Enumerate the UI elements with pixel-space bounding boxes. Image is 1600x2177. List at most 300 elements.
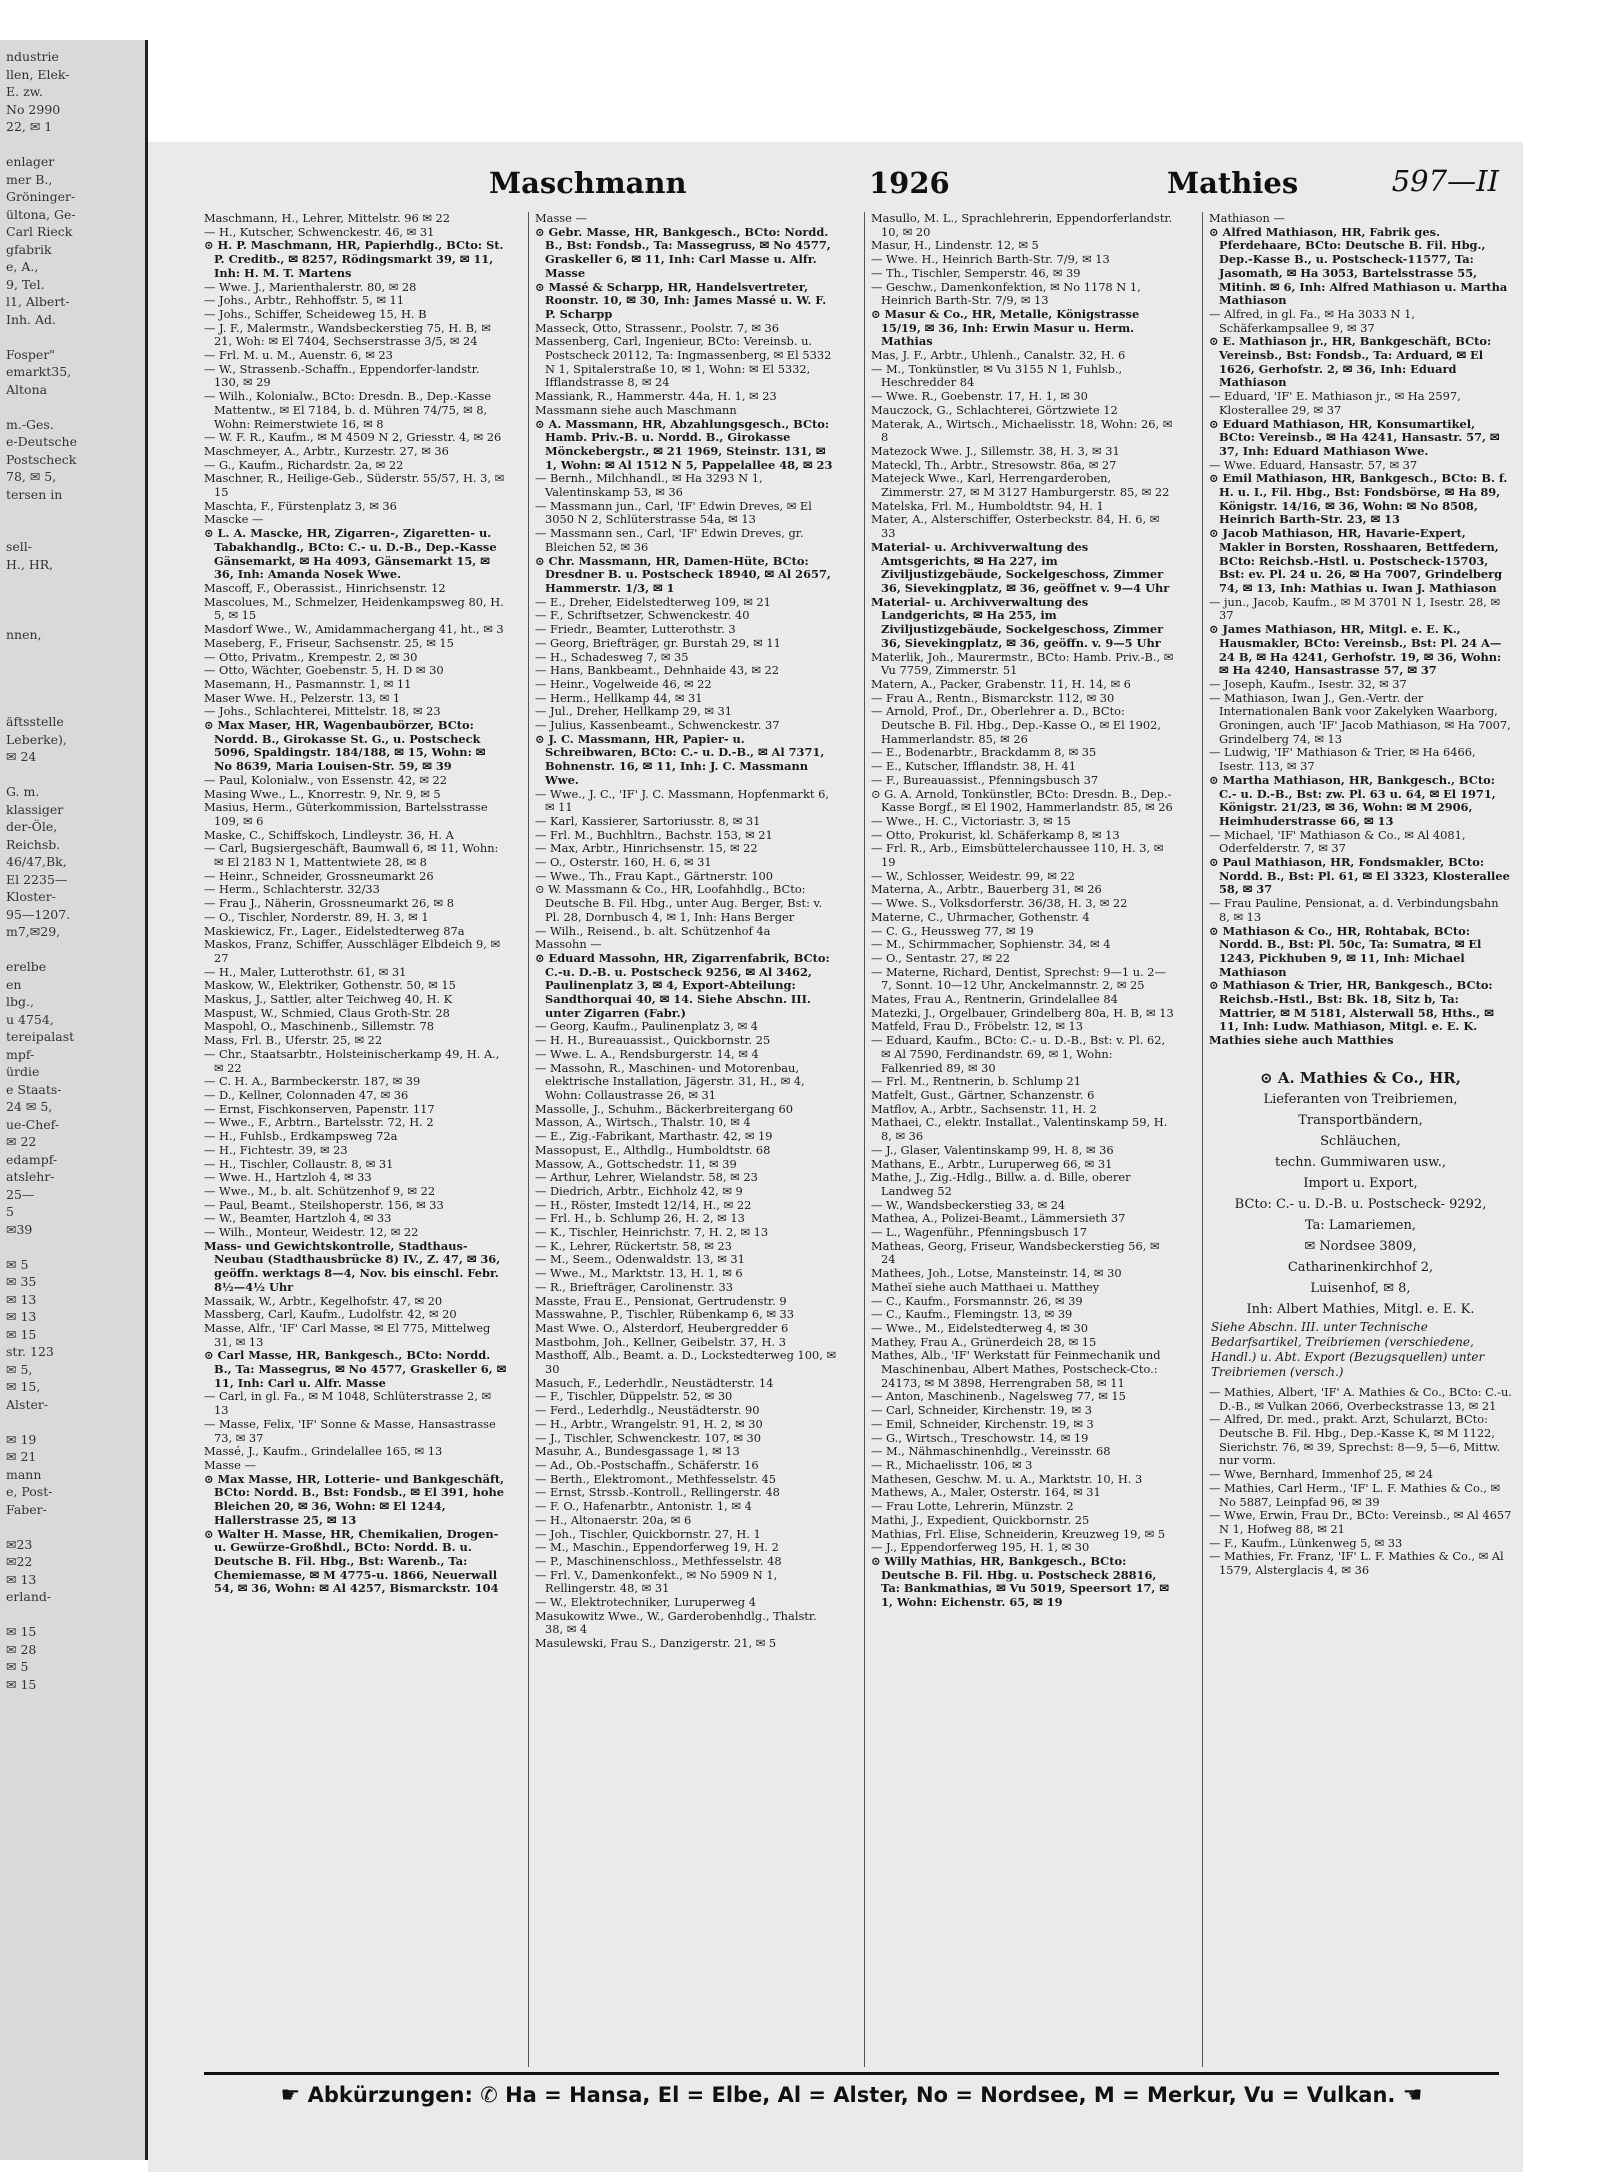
facing-page-fragment: klassiger xyxy=(6,801,64,817)
directory-entry: Matezock Wwe. J., Sillemstr. 38, H. 3, ✉ 31 xyxy=(871,443,1120,458)
directory-entry: — Alfred, in gl. Fa., ✉ Ha 3033 N 1, Schäferkampsallee 9, ✉ 37 xyxy=(1209,306,1415,335)
directory-entry: — Herm., Hellkamp 44, ✉ 31 xyxy=(535,690,703,705)
directory-entry: — Wwe. S., Volksdorferstr. 36/38, H. 3, ✉ 22 xyxy=(871,896,1128,911)
directory-entry: Materna, A., Arbtr., Bauerberg 31, ✉ 26 xyxy=(871,882,1102,897)
directory-entry: — Wwe. Eduard, Hansastr. 57, ✉ 37 xyxy=(1209,457,1418,472)
directory-entry: Mathi, J., Expedient, Quickbornstr. 25 xyxy=(871,1512,1090,1527)
facing-page-fragment: Leberke), xyxy=(6,731,67,747)
directory-entry: Massmann siehe auch Maschmann xyxy=(535,402,737,417)
directory-entry: — Carl, Schneider, Kirchenstr. 19, ✉ 3 xyxy=(871,1403,1092,1418)
directory-entry: Matejeck Wwe., Karl, Herrengarderoben, Zimmerstr. 27, ✉ M 3127 Hamburgerstr. 85, ✉ 22 xyxy=(871,471,1170,500)
advertisement-line: BCto: C.- u. D.-B. u. Postscheck- 9292, xyxy=(1234,1196,1487,1212)
directory-entry: Mathees, Joh., Lotse, Mansteinstr. 14, ✉ 30 xyxy=(871,1266,1122,1281)
facing-page-fragment: ✉ 19 xyxy=(6,1431,37,1447)
directory-entry: ⊙ A. Massmann, HR, Abzahlungsgesch., BCto: Hamb. Priv.-B. u. Nordd. B., Girokasse Mönckebergstr., ✉ 21 1969, Steinstr. 131, ✉ 1, Wohn: ✉ Al 1512 N 5, Pappelallee 48, ✉ 23 xyxy=(535,416,833,472)
facing-page-fragment: e, Post- xyxy=(6,1484,53,1499)
directory-entry: — Wwe. H., Hartzloh 4, ✉ 33 xyxy=(204,1170,372,1185)
directory-entry: — C., Kaufm., Forsmannstr. 26, ✉ 39 xyxy=(871,1293,1083,1308)
directory-entry: ⊙ H. P. Maschmann, HR, Papierhdlg., BCto: St. P. Creditb., ✉ 8257, Rödingsmarkt 39, ✉ 11, Inh: H. M. T. Martens xyxy=(204,238,504,280)
directory-entry: ⊙ Mathiason & Trier, HR, Bankgesch., BCto: Reichsb.-Hstl., Bst: Bk. 18, Sitz b, Ta: Mattrier, ✉ M 5181, Alsterwall 58, Hths., ✉ 11, Inh: Ludw. Mathiason, Mitgl. e. E. K. xyxy=(1209,978,1494,1034)
directory-entry: Mathans, E., Arbtr., Luruperweg 66, ✉ 31 xyxy=(871,1156,1113,1171)
facing-page-fragment: llen, Elek- xyxy=(6,66,70,82)
facing-page-fragment: 95—1207. xyxy=(6,906,71,922)
header-left-name: Maschmann xyxy=(489,166,687,200)
facing-page-fragment: 46/47,Bk, xyxy=(6,854,67,869)
advertisement-lines xyxy=(1211,1089,1510,1320)
directory-entry: ⊙ Paul Mathiason, HR, Fondsmakler, BCto: Nordd. B., Bst: Pl. 61, ✉ El 3323, Klosterallee 58, ✉ 37 xyxy=(1209,855,1510,897)
directory-entry: Material- u. Archivverwaltung des Amtsgerichts, ✉ Ha 227, im Ziviljustizgebäude, Sockelgeschoss, Zimmer 36, Sievekingplatz, ✉ 36, geöffnet v. 9—4 Uhr xyxy=(871,539,1170,595)
directory-entry: — W., Schlosser, Weidestr. 99, ✉ 22 xyxy=(871,868,1075,883)
facing-page-fragment: str. 123 xyxy=(6,1344,54,1359)
directory-entry: — E., Zig.-Fabrikant, Marthastr. 42, ✉ 19 xyxy=(535,1129,773,1144)
facing-page-fragment: ✉23 xyxy=(6,1536,33,1552)
facing-page-fragment xyxy=(6,678,145,696)
directory-entry: — P., Maschinenschloss., Methfesselstr. 48 xyxy=(535,1553,782,1568)
facing-page-text-fragments xyxy=(0,40,145,1693)
directory-entry: — Paul, Kolonialw., von Essenstr. 42, ✉ 22 xyxy=(204,772,447,787)
directory-entry: Mathias, Frl. Elise, Schneiderin, Kreuzweg 19, ✉ 5 xyxy=(871,1526,1166,1541)
directory-entry: — F., Kaufm., Lünkenweg 5, ✉ 33 xyxy=(1209,1535,1403,1550)
directory-entry: — Masse, Felix, 'IF' Sonne & Masse, Hansastrasse 73, ✉ 37 xyxy=(204,1416,496,1445)
facing-page-fragment: ✉ 15, xyxy=(6,1379,41,1394)
directory-entry: Masing Wwe., L., Knorrestr. 9, Nr. 9, ✉ 5 xyxy=(204,786,441,801)
directory-entry: — R., Briefträger, Carolinenstr. 33 xyxy=(535,1279,734,1294)
advertisement-line: techn. Gummiwaren usw., xyxy=(1275,1154,1446,1170)
directory-entry: Maskos, Franz, Schiffer, Ausschläger Elbdeich 9, ✉ 27 xyxy=(204,937,501,965)
directory-entry: — Friedr., Beamter, Lutterothstr. 3 xyxy=(535,622,736,637)
directory-entry: Mauczock, G., Schlachterei, Görtzwiete 12 xyxy=(871,402,1118,417)
facing-page-fragment: tereipalast xyxy=(6,1029,75,1044)
facing-page-fragment xyxy=(6,1518,145,1536)
directory-entry: Mathaei, C., elektr. Installat., Valentinskamp 59, H. 8, ✉ 36 xyxy=(871,1115,1168,1144)
directory-entry: — M., Schirmmacher, Sophienstr. 34, ✉ 4 xyxy=(871,937,1111,952)
directory-entry: — Frau Lotte, Lehrerin, Münzstr. 2 xyxy=(871,1499,1074,1514)
directory-entry: — J., Eppendorferweg 195, H. 1, ✉ 30 xyxy=(871,1540,1090,1555)
directory-entry: Masullo, M. L., Sprachlehrerin, Eppendorferlandstr. 10, ✉ 20 xyxy=(871,212,1173,239)
facing-page-fragment: ültona, Ge- xyxy=(6,206,76,222)
directory-entry: Massohn — xyxy=(535,937,602,952)
listing-column-4-continued xyxy=(1209,1386,1512,1578)
directory-entry: ⊙ E. Mathiason jr., HR, Bankgeschäft, BCto: Vereinsb., Bst: Fondsb., Ta: Arduard, ✉ El 1626, Gerhofstr. 2, ✉ 36, Inh: Eduard Mathiason xyxy=(1209,334,1492,390)
directory-entry: — Frl. M., Buchhltrn., Bachstr. 153, ✉ 21 xyxy=(535,827,773,842)
directory-entry: ⊙ Mathiason & Co., HR, Rohtabak, BCto: Nordd. B., Bst: Pl. 50c, Ta: Sumatra, ✉ El 1243, Pickhuben 9, ✉ 11, Inh: Michael Mathiason xyxy=(1209,923,1482,979)
directory-entry: — Frl. H., b. Schlump 26, H. 2, ✉ 13 xyxy=(535,1211,745,1226)
advertisement-line: Schläuchen, xyxy=(1320,1133,1401,1149)
listing-column-2 xyxy=(528,212,838,2067)
directory-entry: — Ad., Ob.-Postschaffn., Schäferstr. 16 xyxy=(535,1457,759,1472)
directory-entry: Mathesen, Geschw. M. u. A., Marktstr. 10, H. 3 xyxy=(871,1471,1143,1486)
header-year: 1926 xyxy=(869,166,950,200)
directory-entry: — Eduard, Kaufm., BCto: C.- u. D.-B., Bst: v. Pl. 62, ✉ Al 7590, Ferdinandstr. 69, ✉ 1, Wohn: Falkenried 89, ✉ 30 xyxy=(871,1033,1166,1075)
directory-entry: Mascolues, M., Schmelzer, Heidenkampsweg 80, H. 5, ✉ 15 xyxy=(204,594,504,623)
facing-page-fragment: ✉ 5 xyxy=(6,1256,29,1272)
listing-column-1 xyxy=(204,212,507,2067)
directory-entry: — Bernh., Milchhandl., ✉ Ha 3293 N 1, Valentinskamp 53, ✉ 36 xyxy=(535,471,763,500)
directory-entry: — Wilh., Kolonialw., BCto: Dresdn. B., Dep.-Kasse Mattentw., ✉ El 7184, b. d. Mühren 74/75, ✉ 8, Wohn: Reimerstwiete 16, ✉ 8 xyxy=(204,389,492,431)
directory-entry: Maske, C., Schiffskoch, Lindleystr. 36, H. A xyxy=(204,827,454,842)
facing-page-fragment: tersen in xyxy=(6,486,63,502)
directory-entry: Massopust, E., Althdlg., Humboldtstr. 68 xyxy=(535,1142,771,1157)
facing-page-fragment: äftsstelle xyxy=(6,714,64,729)
directory-entry: Mathes, Alb., 'IF' Werkstatt für Feinmechanik und Maschinenbau, Albert Mathes, Postscheck-Cto.: 24173, ✉ M 3898, Herrengraben 58, ✉ 11 xyxy=(871,1348,1161,1390)
directory-entry: — M., Seem., Odenwaldstr. 13, ✉ 31 xyxy=(535,1252,745,1267)
facing-page-fragment: Carl Rieck xyxy=(6,224,73,239)
facing-page-fragment: ✉22 xyxy=(6,1554,33,1569)
directory-entry: — C. H. A., Barmbeckerstr. 187, ✉ 39 xyxy=(204,1074,421,1089)
directory-entry: — F., Bureauassist., Pfenningsbusch 37 xyxy=(871,772,1099,787)
directory-entry: — Wilh., Monteur, Weidestr. 12, ✉ 22 xyxy=(204,1225,419,1240)
advertisement-mathies xyxy=(1209,1062,1512,1386)
directory-entry: — Chr., Staatsarbtr., Holsteinischerkamp 49, H. A., ✉ 22 xyxy=(204,1046,500,1075)
facing-page-fragment: ndustrie xyxy=(6,49,59,64)
advertisement-line: Catharinenkirchhof 2, xyxy=(1287,1259,1434,1275)
directory-entry: Maspust, W., Schmied, Claus Groth-Str. 28 xyxy=(204,1005,450,1020)
directory-entry: — Th., Tischler, Semperstr. 46, ✉ 39 xyxy=(871,265,1081,280)
directory-entry: — C., Kaufm., Flemingstr. 13, ✉ 39 xyxy=(871,1307,1073,1322)
directory-entry: — Mathiason, Iwan J., Gen.-Vertr. der Internationalen Bank voor Zakelyken Waarborg, Groningen, auch 'IF' Jacob Mathiason, ✉ Ha 7007, Grindelberg 74, ✉ 13 xyxy=(1209,690,1511,746)
facing-page-fragment: ✉ 5 xyxy=(6,1659,29,1674)
directory-entry: Masswahne, P., Tischler, Rübenkamp 6, ✉ 33 xyxy=(535,1307,795,1322)
directory-entry: Massaik, W., Arbtr., Kegelhofstr. 47, ✉ 20 xyxy=(204,1293,443,1308)
facing-page-fragment: m.-Ges. xyxy=(6,416,54,432)
directory-entry: Maskiewicz, Fr., Lager., Eidelstedterweg 87a xyxy=(204,923,465,938)
directory-entry: — K., Tischler, Heinrichstr. 7, H. 2, ✉ 13 xyxy=(535,1225,769,1240)
directory-entry: — Frau J., Näherin, Grossneumarkt 26, ✉ 8 xyxy=(204,896,454,911)
directory-entry: — Wwe, Bernhard, Immenhof 25, ✉ 24 xyxy=(1209,1467,1434,1482)
directory-entry: Matfeld, Frau D., Fröbelstr. 12, ✉ 13 xyxy=(871,1019,1083,1034)
directory-entry: — Anton, Maschinenb., Nagelsweg 77, ✉ 15 xyxy=(871,1389,1126,1404)
abbreviations-text: Abkürzungen: ✆ Ha = Hansa, El = Elbe, Al = Alster, No = Nordsee, M = Merkur, Vu = Vulkan. xyxy=(307,2083,1396,2107)
directory-entry: ⊙ Masur & Co., HR, Metalle, Königstrasse 15/19, ✉ 36, Inh: Erwin Masur u. Herm. Mathias xyxy=(871,306,1140,349)
directory-entry: — Ernst, Fischkonserven, Papenstr. 117 xyxy=(204,1101,435,1116)
directory-entry: — Diedrich, Arbtr., Eichholz 42, ✉ 9 xyxy=(535,1183,743,1198)
directory-entry: — G., Wirtsch., Treschowstr. 14, ✉ 19 xyxy=(871,1430,1089,1445)
directory-entry: ⊙ J. C. Massmann, HR, Papier- u. Schreibwaren, BCto: C.- u. D.-B., ✉ Al 7371, Bohnenstr. 16, ✉ 11, Inh: J. C. Massmann Wwe. xyxy=(535,731,825,787)
directory-entry: — Wwe., J. C., 'IF' J. C. Massmann, Hopfenmarkt 6, ✉ 11 xyxy=(535,786,829,815)
facing-page-fragment: atslehr- xyxy=(6,1169,55,1184)
directory-entry: Mathe, J., Zig.-Hdlg., Billw. a. d. Bille, oberer Landweg 52 xyxy=(871,1170,1131,1198)
directory-entry: — Carl, in gl. Fa., ✉ M 1048, Schlüterstrasse 2, ✉ 13 xyxy=(204,1389,492,1418)
directory-entry: ⊙ Eduard Mathiason, HR, Konsumartikel, BCto: Vereinsb., ✉ Ha 4241, Hansastr. 57, ✉ 37, Inh: Eduard Mathiason Wwe. xyxy=(1209,416,1500,458)
directory-entry: — H., Maler, Lutterothstr. 61, ✉ 31 xyxy=(204,964,407,979)
directory-entry: — W., Strassenb.-Schaffn., Eppendorfer-landstr. 130, ✉ 29 xyxy=(204,361,480,390)
directory-entry: Masulewski, Frau S., Danzigerstr. 21, ✉ 5 xyxy=(535,1636,777,1651)
directory-entry: Masuhr, A., Bundesgassage 1, ✉ 13 xyxy=(535,1444,740,1459)
directory-entry: — Ferd., Lederhdlg., Neustädterstr. 90 xyxy=(535,1403,760,1418)
facing-page-fragment: ✉ 13 xyxy=(6,1291,37,1307)
directory-entry: ⊙ Max Masse, HR, Lotterie- und Bankgeschäft, BCto: Nordd. B., Bst: Fondsb., ✉ El 391, hohe Bleichen 20, ✉ 36, Wohn: ✉ El 1244, Hallerstrasse 25, ✉ 13 xyxy=(204,1471,505,1527)
directory-entry: — H., Fichtestr. 39, ✉ 23 xyxy=(204,1142,348,1157)
directory-entry: ⊙ James Mathiason, HR, Mitgl. e. E. K., Hausmakler, BCto: Vereinsb., Bst: Pl. 24 A—24 B, ✉ Ha 4241, Gerhofstr. 19, ✉ 36, Wohn: ✉ Ha 4240, Hansastrasse 57, ✉ 37 xyxy=(1209,622,1502,678)
directory-entry: Maschmeyer, A., Arbtr., Kurzestr. 27, ✉ 36 xyxy=(204,443,449,458)
directory-entry: — W. F. R., Kaufm., ✉ M 4509 N 2, Griesstr. 4, ✉ 26 xyxy=(204,430,502,445)
directory-entry: Matern, A., Packer, Grabenstr. 11, H. 14, ✉ 6 xyxy=(871,676,1131,691)
facing-page-fragment: ✉ 21 xyxy=(6,1449,37,1464)
directory-entry: ⊙ Jacob Mathiason, HR, Havarie-Expert, Makler in Borsten, Rosshaaren, Bettfedern, BCto: Reichsb.-Hstl. u. Postscheck-15703, Bst: ev. Pl. 24 u. 26, ✉ Ha 7007, Grindelberg 74, ✉ 13, Inh: Mathias u. Iwan J. Mathiason xyxy=(1209,526,1503,595)
facing-page-fragment: ✉ 13 xyxy=(6,1309,37,1324)
directory-entry: — Johs., Schiffer, Scheideweg 15, H. B xyxy=(204,306,427,321)
directory-entry: — M., Nähmaschinenhdlg., Vereinsstr. 68 xyxy=(871,1444,1111,1459)
facing-page-fragment: 5 xyxy=(6,1204,14,1219)
directory-entry: Mathea, A., Polizei-Beamt., Lämmersieth 37 xyxy=(871,1211,1126,1226)
listing-column-3 xyxy=(864,212,1174,2067)
directory-entry: Mateckl, Th., Arbtr., Stresowstr. 86a, ✉ 27 xyxy=(871,457,1117,472)
advertisement-line: ✉ Nordsee 3809, xyxy=(1304,1238,1417,1254)
facing-page-fragment: e, A., xyxy=(6,259,39,274)
directory-entry: ⊙ Martha Mathiason, HR, Bankgesch., BCto: C.- u. D.-B., Bst: zw. Pl. 63 u. 64, ✉ El 1971, Königstr. 21/23, ✉ 36, Wohn: ✉ M 2906, Heimhuderstrasse 66, ✉ 13 xyxy=(1209,772,1496,828)
directory-entry: — H., Röster, Imstedt 12/14, H., ✉ 22 xyxy=(535,1197,752,1212)
directory-entry: — H., Fuhlsb., Erdkampsweg 72a xyxy=(204,1129,398,1144)
directory-entry: Materak, A., Wirtsch., Michaelisstr. 18, Wohn: 26, ✉ 8 xyxy=(871,416,1173,445)
facing-page-fragment: H., HR, xyxy=(6,556,54,572)
directory-entry: — Wwe., F., Arbtrn., Bartelsstr. 72, H. 2 xyxy=(204,1115,434,1130)
directory-entry: — O., Tischler, Norderstr. 89, H. 3, ✉ 1 xyxy=(204,909,429,924)
directory-entry: Massow, A., Gottschedstr. 11, ✉ 39 xyxy=(535,1156,737,1171)
facing-page-fragment xyxy=(6,941,145,959)
directory-entry: — F., Tischler, Düppelstr. 52, ✉ 30 xyxy=(535,1389,733,1404)
facing-page-fragment xyxy=(6,608,145,626)
directory-entry: — Frl. R., Arb., Eimsbüttelerchaussee 110, H. 3, ✉ 19 xyxy=(871,841,1164,870)
facing-page-fragment: ✉ 15 xyxy=(6,1624,37,1639)
directory-entry: — E., Bodenarbtr., Brackdamm 8, ✉ 35 xyxy=(871,745,1097,760)
facing-page-fragment xyxy=(6,1238,145,1256)
directory-entry: — O., Osterstr. 160, H. 6, ✉ 31 xyxy=(535,855,712,870)
directory-entry: Massenberg, Carl, Ingenieur, BCto: Vereinsb. u. Postscheck 20112, Ta: Ingmassenberg, ✉ El 5332 N 1, Spitalerstraße 10, ✉ 1, Wohn: ✉ El 5332, Ifflandstrasse 8, ✉ 24 xyxy=(535,334,832,390)
directory-entry: — Johs., Schlachterei, Mittelstr. 18, ✉ 23 xyxy=(204,704,441,719)
directory-entry: — H., Schadesweg 7, ✉ 35 xyxy=(535,649,689,664)
facing-page-fragment: Gröninger- xyxy=(6,189,76,204)
directory-entry: — H., Altonaerstr. 20a, ✉ 6 xyxy=(535,1512,692,1527)
advertisement-note: Siehe Abschn. III. unter Technische Bedarfsartikel, Treibriemen (verschiedene, Handl.) u. Abt. Export (Bezugsquellen) unter Treibriemen (versch.) xyxy=(1211,1319,1485,1379)
directory-entry: — Materne, Richard, Dentist, Sprechst: 9—1 u. 2—7, Sonnt. 10—12 Uhr, Anckelmannstr. 2, ✉ 25 xyxy=(871,964,1166,993)
facing-page-fragment: ✉ 15 xyxy=(6,1676,37,1692)
directory-entry: — Wwe, Erwin, Frau Dr., BCto: Vereinsb., ✉ Al 4657 N 1, Hofweg 88, ✉ 21 xyxy=(1209,1508,1512,1536)
directory-entry: — Wwe., M., Eidelstedterweg 4, ✉ 30 xyxy=(871,1320,1089,1335)
directory-entry: — Emil, Schneider, Kirchenstr. 19, ✉ 3 xyxy=(871,1416,1094,1431)
facing-page-fragment: ✉ 13 xyxy=(6,1571,37,1587)
directory-entry: Massiank, R., Hammerstr. 44a, H. 1, ✉ 23 xyxy=(535,389,777,404)
facing-page-fragment: der-Öle, xyxy=(6,819,58,834)
directory-entry: — Wwe. L. A., Rendsburgerstr. 14, ✉ 4 xyxy=(535,1046,759,1061)
directory-entry: — Mathies, Albert, 'IF' A. Mathies & Co., BCto: C.-u. D.-B., ✉ Vulkan 2066, Overbeckstrasse 13, ✉ 21 xyxy=(1209,1384,1512,1413)
directory-entry: — E., Dreher, Eidelstedterweg 109, ✉ 21 xyxy=(535,594,771,609)
directory-entry: Matelska, Frl. M., Humboldtstr. 94, H. 1 xyxy=(871,498,1104,513)
directory-entry: — Wwe., H. C., Victoriastr. 3, ✉ 15 xyxy=(871,813,1071,828)
directory-entry: — J. F., Malermstr., Wandsbeckerstieg 75, H. B, ✉ 21, Woh: ✉ El 7404, Sechserstrasse 3/5, ✉ 24 xyxy=(204,320,491,349)
directory-entry: — F., Schriftsetzer, Schwenckestr. 40 xyxy=(535,608,750,623)
directory-entry: — W., Elektrotechniker, Luruperweg 4 xyxy=(535,1595,756,1610)
directory-entry: — Herm., Schlachterstr. 32/33 xyxy=(204,882,380,897)
facing-page-fragment: El 2235— xyxy=(6,871,68,887)
directory-entry: Masur, H., Lindenstr. 12, ✉ 5 xyxy=(871,238,1039,253)
facing-page-fragment: erelbe xyxy=(6,959,47,974)
directory-entry: — Alfred, Dr. med., prakt. Arzt, Schularzt, BCto: Deutsche B. Fil. Hbg., Dep.-Kasse K, ✉ M 1122, Sierichstr. 76, ✉ 39, Sprechst: 8—9, 5—6, Mittw. nur vorm. xyxy=(1209,1412,1501,1468)
facing-page-fragment: Alster- xyxy=(6,1396,49,1412)
directory-entry: — jun., Jacob, Kaufm., ✉ M 3701 N 1, Isestr. 28, ✉ 37 xyxy=(1209,594,1501,623)
directory-entry: Masse — xyxy=(204,1457,256,1472)
directory-entry: — Wwe. H., Heinrich Barth-Str. 7/9, ✉ 13 xyxy=(871,252,1110,267)
directory-entry: Mass, Frl. B., Uferstr. 25, ✉ 22 xyxy=(204,1033,383,1048)
directory-entry: Maskow, W., Elektriker, Gothenstr. 50, ✉ 15 xyxy=(204,978,456,993)
directory-entry: Massolle, J., Schuhm., Bäckerbreitergang 60 xyxy=(535,1101,794,1116)
directory-entry: — Georg, Kaufm., Paulinenplatz 3, ✉ 4 xyxy=(535,1019,759,1034)
directory-entry: — J., Glaser, Valentinskamp 99, H. 8, ✉ 36 xyxy=(871,1142,1114,1157)
directory-entry: — J., Tischler, Schwenckestr. 107, ✉ 30 xyxy=(535,1430,762,1445)
directory-entry: Maspohl, O., Maschinenb., Sillemstr. 78 xyxy=(204,1019,435,1034)
directory-entry: — F. O., Hafenarbtr., Antonistr. 1, ✉ 4 xyxy=(535,1499,752,1514)
facing-page-fragment: u 4754, xyxy=(6,1011,54,1027)
facing-page-fragment xyxy=(6,328,145,346)
directory-entry: Masuch, F., Lederhdlr., Neustädterstr. 14 xyxy=(535,1375,774,1390)
directory-entry: — Wwe., Th., Frau Kapt., Gärtnerstr. 100 xyxy=(535,868,774,883)
directory-entry: — H., Kutscher, Schwenckestr. 46, ✉ 31 xyxy=(204,224,435,239)
facing-page-fragment: 9, Tel. xyxy=(6,276,45,292)
directory-entry: — G., Kaufm., Richardstr. 2a, ✉ 22 xyxy=(204,457,404,472)
facing-page-fragment xyxy=(6,136,145,154)
facing-page-fragment xyxy=(6,696,145,714)
facing-page-fragment: lbg., xyxy=(6,994,34,1009)
directory-entry: Matheas, Georg, Friseur, Wandsbeckerstieg 56, ✉ 24 xyxy=(871,1238,1160,1267)
facing-page-fragment: Kloster- xyxy=(6,889,56,904)
facing-page-fragment xyxy=(6,1413,145,1431)
directory-entry: — Max, Arbtr., Hinrichsenstr. 15, ✉ 22 xyxy=(535,841,758,856)
directory-entry: ⊙ Walter H. Masse, HR, Chemikalien, Drogen- u. Gewürze-Großhdl., BCto: Nordd. B. u. Deutsche B. Fil. Hbg., Bst: Warenb., Ta: Chemiemasse, ✉ M 4775-u. 1866, Neuerwall 54, ✉ 36, Wohn: ✉ Al 4257, Bismarckstr. 104 xyxy=(204,1526,499,1596)
facing-page-fragment: e-Deutsche xyxy=(6,434,77,449)
directory-entry: — Massohn, R., Maschinen- und Motorenbau, elektrische Installation, Jägerstr. 31, H., ✉ 4, Wohn: Collaustrasse 26, ✉ 31 xyxy=(535,1060,805,1102)
directory-entry: — O., Sentastr. 27, ✉ 22 xyxy=(871,950,1011,965)
facing-page-fragment: nnen, xyxy=(6,626,42,642)
directory-entry: Maschmann, H., Lehrer, Mittelstr. 96 ✉ 22 xyxy=(204,212,451,225)
directory-entry: — K., Lehrer, Rückertstr. 58, ✉ 23 xyxy=(535,1238,732,1253)
directory-entry: Maser Wwe. H., Pelzerstr. 13, ✉ 1 xyxy=(204,690,401,705)
facing-page-fragment: Postscheck xyxy=(6,451,77,467)
directory-entry: ⊙ W. Massmann & Co., HR, Loofahhdlg., BCto: Deutsche B. Fil. Hbg., unter Aug. Berger, Bst: v. Pl. 28, Dornbusch 4, ✉ 1, Inh: Hans Berger xyxy=(535,882,823,924)
directory-entry: Matflov, A., Arbtr., Sachsenstr. 11, H. 2 xyxy=(871,1101,1097,1116)
advertisement-line: Inh: Albert Mathies, Mitgl. e. E. K. xyxy=(1246,1301,1475,1317)
directory-entry: — Wwe. R., Goebenstr. 17, H. 1, ✉ 30 xyxy=(871,389,1088,404)
facing-page-fragment: ✉ 35 xyxy=(6,1274,37,1289)
facing-page-fragment: 22, ✉ 1 xyxy=(6,119,53,134)
directory-entry: Masukowitz Wwe., W., Garderobenhdlg., Thalstr. 38, ✉ 4 xyxy=(535,1608,817,1637)
facing-page-fragment: ✉ 22 xyxy=(6,1134,37,1149)
facing-page-fragment: erland- xyxy=(6,1589,52,1604)
directory-entry: Matezki, J., Orgelbauer, Grindelberg 80a, H. B, ✉ 13 xyxy=(871,1005,1174,1020)
directory-entry: — Arnold, Prof., Dr., Oberlehrer a. D., BCto: Deutsche B. Fil. Hbg., Dep.-Kasse O., ✉ El 1902, Hammerlandstr. 85, ✉ 26 xyxy=(871,704,1162,746)
facing-page-fragment: Faber- xyxy=(6,1501,47,1517)
directory-page xyxy=(148,142,1523,2172)
directory-entry: Matfelt, Gust., Gärtner, Schanzenstr. 6 xyxy=(871,1088,1095,1102)
directory-entry: — Michael, 'IF' Mathiason & Co., ✉ Al 4081, Oderfelderstr. 7, ✉ 37 xyxy=(1209,827,1466,856)
facing-page-fragment: mer B., xyxy=(6,171,53,187)
facing-page-fragment: gfabrik xyxy=(6,241,52,257)
directory-entry: — Wilh., Reisend., b. alt. Schützenhof 4a xyxy=(535,923,771,938)
directory-entry: — Karl, Kassierer, Sartoriusstr. 8, ✉ 31 xyxy=(535,813,761,828)
directory-entry: — Ludwig, 'IF' Mathiason & Trier, ✉ Ha 6466, Isestr. 113, ✉ 37 xyxy=(1209,745,1476,774)
directory-entry: Masius, Herm., Güterkommission, Bartelsstrasse 109, ✉ 6 xyxy=(204,800,488,828)
directory-entry: Matheï siehe auch Matthaei u. Matthey xyxy=(871,1279,1100,1294)
advertisement-line: Import u. Export, xyxy=(1303,1175,1418,1191)
directory-entry: Mass- und Gewichtskontrolle, Stadthaus-Neubau (Stadthausbrücke 8) IV., Z. 47, ✉ 36, geöffn. werktags 8—4, Nov. bis einschl. Febr. 8½—4½ Uhr xyxy=(204,1238,501,1294)
directory-entry: — Wwe., M., b. alt. Schützenhof 9, ✉ 22 xyxy=(204,1183,436,1198)
facing-page-fragment xyxy=(6,661,145,679)
facing-page-fragment: emarkt35, xyxy=(6,364,72,379)
facing-page-fragment: e Staats- xyxy=(6,1081,62,1097)
facing-page-fragment: ürdie xyxy=(6,1064,40,1079)
directory-entry: Material- u. Archivverwaltung des Landgerichts, ✉ Ha 255, im Ziviljustizgebäude, Sockelgeschoss, Zimmer 36, Sievekingplatz, ✉ 36, geöffn. v. 9—5 Uhr xyxy=(871,594,1164,650)
directory-entry: Mates, Frau A., Rentnerin, Grindelallee 84 xyxy=(871,992,1118,1007)
directory-entry: ⊙ Emil Mathiason, HR, Bankgesch., BCto: B. f. H. u. I., Fil. Hbg., Bst: Fondsbörse, ✉ Ha 89, Königstr. 14/16, ✉ 36, Wohn: ✉ No 8508, Heinrich Barth-Str. 23, ✉ 13 xyxy=(1209,471,1508,527)
directory-entry: — H. H., Bureauassist., Quickbornstr. 25 xyxy=(535,1033,771,1048)
advertisement-line: Lieferanten von Treibriemen, xyxy=(1263,1091,1458,1107)
directory-entry: — Julius, Kassenbeamt., Schwenckestr. 37 xyxy=(535,718,780,733)
facing-page-fragment: Fosper" xyxy=(6,346,56,362)
facing-page-fragment: ✉39 xyxy=(6,1221,33,1237)
directory-entry: ⊙ Willy Mathias, HR, Bankgesch., BCto: Deutsche B. Fil. Hbg. u. Postscheck 28816, Ta: Bankmathias, ✉ Vu 5019, Speersort 17, ✉ 1, Wohn: Eichenstr. 65, ✉ 19 xyxy=(871,1553,1169,1610)
directory-entry: — Joseph, Kaufm., Isestr. 32, ✉ 37 xyxy=(1209,676,1407,691)
facing-page-fragment: E. zw. xyxy=(6,84,43,99)
listing-columns xyxy=(204,212,1512,2067)
directory-entry: — Hans, Bankbeamt., Dehnhaide 43, ✉ 22 xyxy=(535,663,779,678)
directory-entry: Maschta, F., Fürstenplatz 3, ✉ 36 xyxy=(204,498,397,513)
directory-entry: ⊙ Massé & Scharpp, HR, Handelsvertreter, Roonstr. 10, ✉ 30, Inh: James Massé u. W. F. P. Scharpp xyxy=(535,279,827,321)
directory-entry: — R., Michaelisstr. 106, ✉ 3 xyxy=(871,1457,1033,1472)
directory-entry: Masse, Alfr., 'IF' Carl Masse, ✉ El 775, Mittelweg 31, ✉ 13 xyxy=(204,1320,491,1349)
facing-page-fragment: ue-Chef- xyxy=(6,1116,60,1132)
directory-entry: Mathies siehe auch Matthies xyxy=(1209,1033,1394,1048)
directory-entry: — Jul., Dreher, Hellkamp 29, ✉ 31 xyxy=(535,704,733,719)
facing-page-fragment: mann xyxy=(6,1466,42,1482)
directory-entry: — Ernst, Strssb.-Kontroll., Rellingerstr. 48 xyxy=(535,1485,780,1500)
facing-page-fragment: mpf- xyxy=(6,1046,35,1062)
directory-entry: Masthoff, Alb., Beamt. a. D., Lockstedterweg 100, ✉ 30 xyxy=(535,1348,837,1377)
directory-entry: Mater, A., Alsterschiffer, Osterbeckstr. 84, H. 6, ✉ 33 xyxy=(871,512,1160,541)
directory-entry: Masseck, Otto, Strassenr., Poolstr. 7, ✉ 36 xyxy=(535,320,780,335)
facing-page-fragment xyxy=(6,1606,145,1624)
directory-entry: — Frl. M., Rentnerin, b. Schlump 21 xyxy=(871,1074,1081,1089)
directory-entry: Masdorf Wwe., W., Amidammachergang 41, ht., ✉ 3 xyxy=(204,622,504,637)
directory-entry: — Mathies, Fr. Franz, 'IF' L. F. Mathies & Co., ✉ Al 1579, Alsterglacis 4, ✉ 36 xyxy=(1209,1549,1504,1578)
directory-entry: Materne, C., Uhrmacher, Gothenstr. 4 xyxy=(871,909,1090,924)
directory-entry: Mastbohm, Joh., Kellner, Geibelstr. 37, H. 3 xyxy=(535,1334,786,1349)
facing-page-fragment: ✉ 15 xyxy=(6,1326,37,1342)
facing-page-fragment xyxy=(6,591,145,609)
directory-entry: Mascke — xyxy=(204,512,264,527)
directory-entry: — Frau Pauline, Pensionat, a. d. Verbindungsbahn 8, ✉ 13 xyxy=(1209,896,1499,924)
directory-entry: — Frl. V., Damenkonfekt., ✉ No 5909 N 1, Rellingerstr. 48, ✉ 31 xyxy=(535,1567,778,1596)
directory-entry: Mathews, A., Maler, Osterstr. 164, ✉ 31 xyxy=(871,1485,1101,1500)
facing-page-fragment xyxy=(6,398,145,416)
facing-page-fragment: Altona xyxy=(6,381,48,397)
facing-page-fragment: 24 ✉ 5, xyxy=(6,1099,53,1114)
facing-page-fragment: sell- xyxy=(6,539,33,554)
directory-entry: ⊙ Carl Masse, HR, Bankgesch., BCto: Nordd. B., Ta: Massegrus, ✉ No 4577, Graskeller 6, ✉ 11, Inh: Carl u. Alfr. Masse xyxy=(204,1348,507,1390)
facing-page-fragment: 78, ✉ 5, xyxy=(6,469,57,484)
directory-entry: — Georg, Briefträger, gr. Burstah 29, ✉ 11 xyxy=(535,635,781,650)
advertisement-line: Ta: Lamariemen, xyxy=(1305,1217,1416,1233)
directory-entry: Mast Wwe. O., Alsterdorf, Heubergredder 6 xyxy=(535,1320,789,1335)
directory-entry: Massé, J., Kaufm., Grindelallee 165, ✉ 13 xyxy=(204,1444,443,1459)
pointing-hand-left-icon: ☛ xyxy=(280,2083,301,2108)
directory-entry: Mathiason — xyxy=(1209,212,1285,225)
directory-entry: — Frl. M. u. M., Auenstr. 6, ✉ 23 xyxy=(204,348,393,363)
facing-page-fragment: l1, Albert- xyxy=(6,294,70,309)
directory-entry: Masse — xyxy=(535,212,587,225)
facing-page-fragment: en xyxy=(6,976,22,992)
directory-entry: — Wwe. J., Marienthalerstr. 80, ✉ 28 xyxy=(204,279,417,294)
facing-page-fragment: 25— xyxy=(6,1186,35,1202)
directory-entry: Massberg, Carl, Kaufm., Ludolfstr. 42, ✉ 20 xyxy=(204,1307,457,1322)
abbreviations-footer xyxy=(204,2072,1499,2123)
